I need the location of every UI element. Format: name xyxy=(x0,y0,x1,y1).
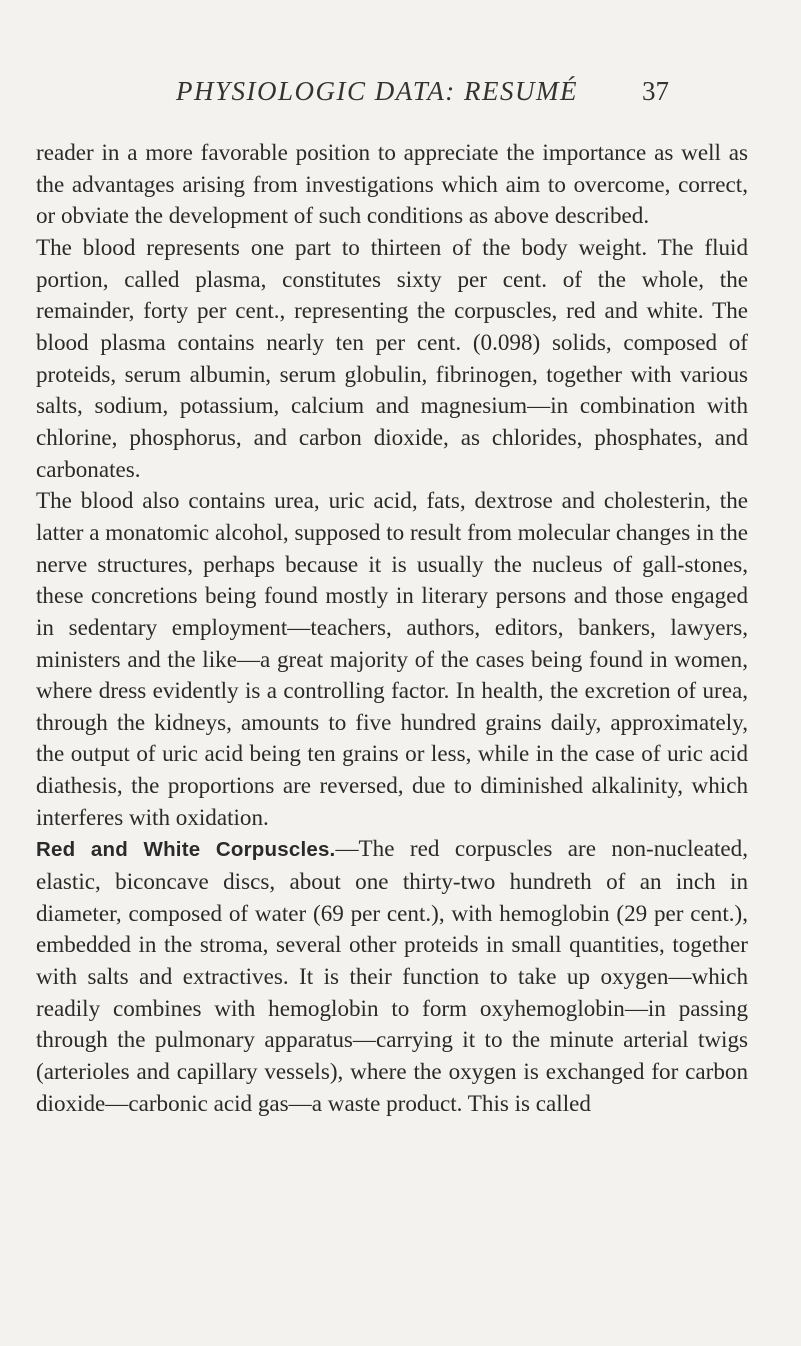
paragraph-blood-contents: The blood also contains urea, uric acid, fats, dextrose and cholesterin, the latter a monatomic alcohol, supposed to result from molecular changes in the nerve structures, perhaps because it is usually the nucleus of gall-stones, these concretions being found mostly in literary persons and those engaged in sedentary employment—teachers, authors, editors, bankers, lawyers, ministers and the like—a great majority of the cases being found in women, where dress evidently is a controlling factor. In health, the excretion of urea, through the kidneys, amounts to five hundred grains daily, approximately, the output of uric acid being ten grains or less, while in the case of uric acid diathesis, the proportions are reversed, due to diminished alkalinity, which interferes with oxidation. xyxy=(36,487,748,830)
paragraph-blood-composition: The blood represents one part to thirteen of the body weight. The fluid portion, called plasma, constitutes sixty per cent. of the whole, the remainder, forty per cent., representing the corpuscles, red and white. The blood plasma contains nearly ten per cent. (0.098) solids, composed of proteids, serum albumin, serum globulin, fibrinogen, together with various salts, sodium, potassium, calcium and magnesium—in combination with chlorine, phosphorus, and carbon dioxide, as chlorides, phosphates, and carbonates. xyxy=(36,233,748,482)
paragraph-continuation: reader in a more favorable position to appreciate the importance as well as the advantages arising from investigations which aim to overcome, correct, or obviate the development of such conditions as above described. xyxy=(36,139,748,229)
running-title: PHYSIOLOGIC DATA: RESUMÉ xyxy=(176,76,578,106)
paragraph-corpuscles xyxy=(36,833,748,1119)
section-heading: Red and White Corpuscles. xyxy=(36,838,336,862)
running-head xyxy=(0,76,801,110)
body-text xyxy=(36,137,748,1119)
page-number: 37 xyxy=(642,76,669,106)
section-text: —The red corpuscles are non-nucleated, elastic, biconcave discs, about one thirty-two hundreth of an inch in diameter, composed of water (69 per cent.), with hemoglobin (29 per cent.), embedded in the stroma, several other proteids in small quantities, together with salts and extractives. It is their function to take up oxygen—which readily combines with hemoglobin to form oxyhemoglobin—in passing through the pulmonary apparatus—carrying it to the minute arterial twigs (arterioles and capillary vessels), where the oxygen is exchanged for carbon dioxide—carbonic acid gas—a waste product. This is called xyxy=(36,835,748,1116)
